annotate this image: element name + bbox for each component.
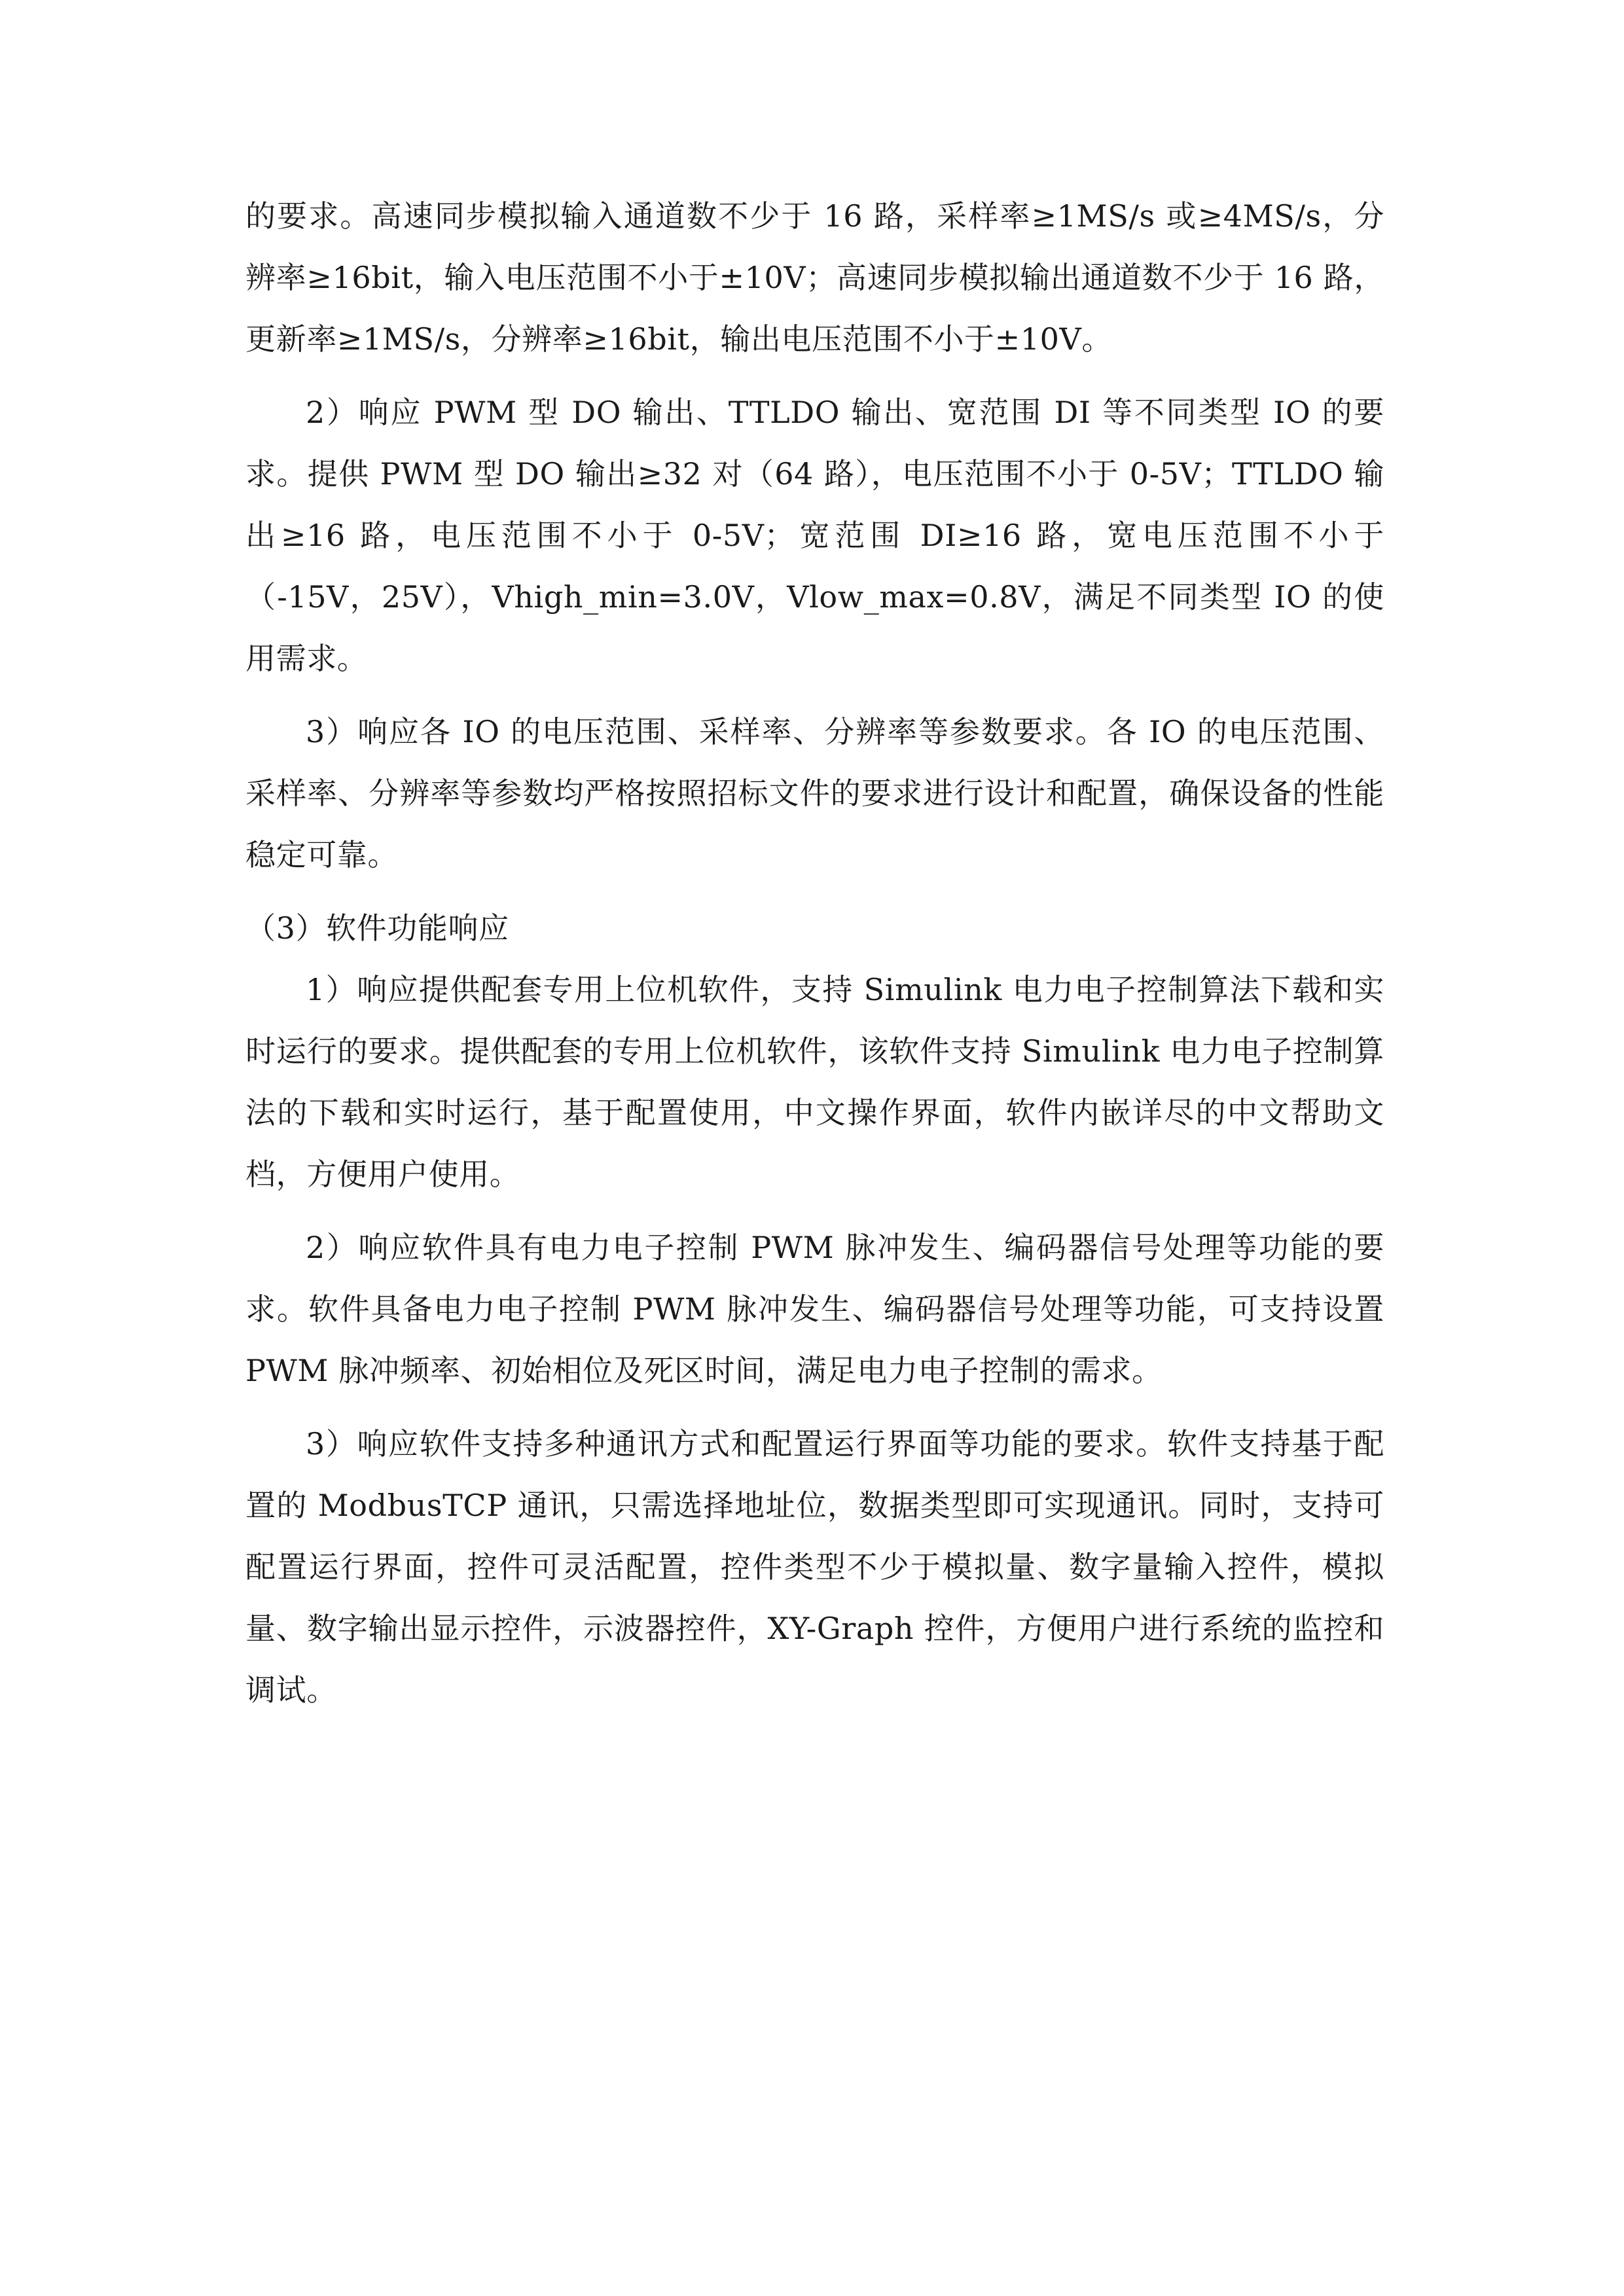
section-heading-software: （3）软件功能响应 [245,910,509,946]
paragraph-software-comm: 3）响应软件支持多种通讯方式和配置运行界面等功能的要求。软件支持基于配置的 ModbusTCP 通讯，只需选择地址位，数据类型即可实现通讯。同时，支持可配置运行界面，控件可灵活配置，控件类型不少于模拟量、数字量输入控件，模拟量、数字输出显示控件，示波器控件，XY-Graph 控件，方便用户进行系统的监控和调试。 [245,1426,1384,1708]
paragraph-continuation: 的要求。高速同步模拟输入通道数不少于 16 路，采样率≥1MS/s 或≥4MS/s，分辨率≥16bit，输入电压范围不小于±10V；高速同步模拟输出通道数不少于 16 路，更新率≥1MS/s，分辨率≥16bit，输出电压范围不小于±10V。 [245,198,1384,357]
paragraph-software-host: 1）响应提供配套专用上位机软件，支持 Simulink 电力电子控制算法下载和实时运行的要求。提供配套的专用上位机软件，该软件支持 Simulink 电力电子控制算法的下载和实时运行，基于配置使用，中文操作界面，软件内嵌详尽的中文帮助文档，方便用户使用。 [245,972,1384,1192]
paragraph-io-parameters: 3）响应各 IO 的电压范围、采样率、分辨率等参数要求。各 IO 的电压范围、采样率、分辨率等参数均严格按照招标文件的要求进行设计和配置，确保设备的性能稳定可靠。 [245,714,1384,872]
paragraph-io-pwm-do: 2）响应 PWM 型 DO 输出、TTLDO 输出、宽范围 DI 等不同类型 IO 的要求。提供 PWM 型 DO 输出≥32 对（64 路），电压范围不小于 0-5V；TTLDO 输出≥16 路，电压范围不小于 0-5V；宽范围 DI≥16 路，宽电压范围不小于（-15V，25V），Vhigh_min=3.0V，Vlow_max=0.8V，满足不同类型 IO 的使用需求。 [245,395,1384,676]
paragraph-software-pwm: 2）响应软件具有电力电子控制 PWM 脉冲发生、编码器信号处理等功能的要求。软件具备电力电子控制 PWM 脉冲发生、编码器信号处理等功能，可支持设置 PWM 脉冲频率、初始相位及死区时间，满足电力电子控制的需求。 [245,1230,1384,1388]
document-page [245,185,1384,1732]
